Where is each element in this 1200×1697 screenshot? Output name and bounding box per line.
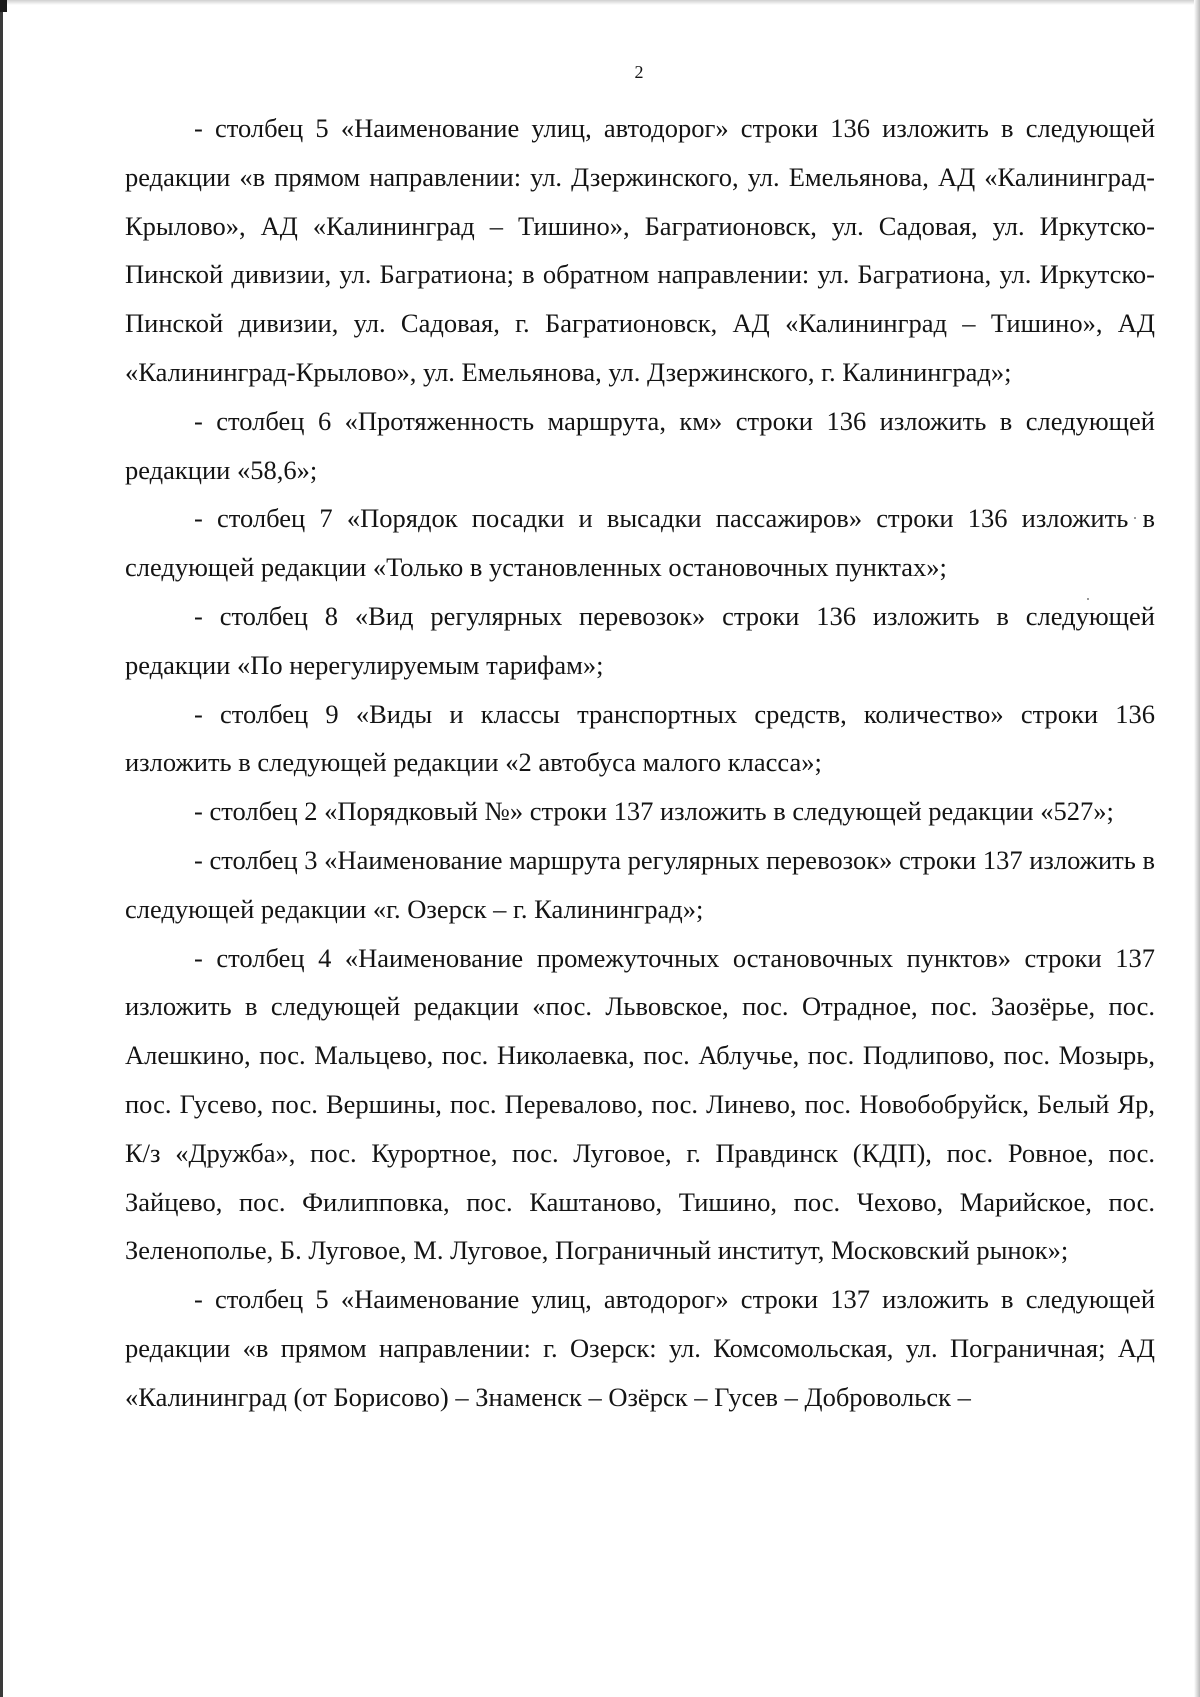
scan-edge-top — [0, 0, 1200, 5]
paragraph-transport-type-136: - столбец 8 «Вид регулярных перевозок» строки 136 изложить в следующей редакции «По нерегулируемым тарифам»; — [125, 600, 1155, 680]
paragraph-vehicle-classes-136: - столбец 9 «Виды и классы транспортных средств, количество» строки 136 изложить в следующей редакции «2 автобуса малого класса»; — [125, 698, 1155, 778]
paragraph-street-names-137: - столбец 5 «Наименование улиц, автодорог» строки 137 изложить в следующей редакции «в прямом направлении: г. Озерск: ул. Комсомольская, ул. Пограничная; АД «Калининград (от Борисово) – Знаменск – Озёрск – Гусев – Добровольск – — [125, 1284, 1155, 1412]
paragraph-street-names-136: - столбец 5 «Наименование улиц, автодорог» строки 136 изложить в следующей редакции «в прямом направлении: ул. Дзержинского, ул. Емельянова, АД «Калининград-Крылово», АД «Калининград – Тишино», Багратионовск, ул. Садовая, ул. Иркутско-Пинской дивизии, ул. Багратиона; в обратном направлении: ул. Багратиона, ул. Иркутско-Пинской дивизии, ул. Садовая, г. Багратионовск, АД «Калининград – Тишино», АД «Калининград-Крылово», ул. Емельянова, ул. Дзержинского, г. Калининград»; — [125, 113, 1155, 387]
paragraph-route-name-137: - столбец 3 «Наименование маршрута регулярных перевозок» строки 137 изложить в следующей редакции «г. Озерск – г. Калининград»; — [125, 844, 1155, 924]
document-body — [125, 104, 1155, 1422]
paragraph-boarding-order-136: - столбец 7 «Порядок посадки и высадки пассажиров» строки 136 изложить в следующей редакции «Только в установленных остановочных пунктах»; — [125, 503, 1155, 583]
scan-mark — [0, 0, 7, 12]
paragraph-intermediate-stops-137: - столбец 4 «Наименование промежуточных остановочных пунктов» строки 137 изложить в следующей редакции «пос. Львовское, пос. Отрадное, пос. Заозёрье, пос. Алешкино, пос. Мальцево, пос. Николаевка, пос. Аблучье, пос. Подлипово, пос. Мозырь, пос. Гусево, пос. Вершины, пос. Перевалово, пос. Линево, пос. Новобобруйск, Белый Яр, К/з «Дружба», пос. Курортное, пос. Луговое, г. Правдинск (КДП), пос. Ровное, пос. Зайцево, пос. Филипповка, пос. Каштаново, Тишино, пос. Чехово, Марийское, пос. Зеленополье, Б. Луговое, М. Луговое, Пограничный институт, Московский рынок»; — [125, 942, 1155, 1266]
scan-edge-left — [0, 0, 3, 1697]
paragraph-serial-number-137: - столбец 2 «Порядковый №» строки 137 изложить в следующей редакции «527»; — [194, 796, 1114, 827]
scan-edge-right — [1194, 0, 1200, 1697]
paragraph-route-length-136: - столбец 6 «Протяженность маршрута, км» строки 136 изложить в следующей редакции «58,6»; — [125, 405, 1155, 485]
page-number: 2 — [634, 62, 644, 82]
